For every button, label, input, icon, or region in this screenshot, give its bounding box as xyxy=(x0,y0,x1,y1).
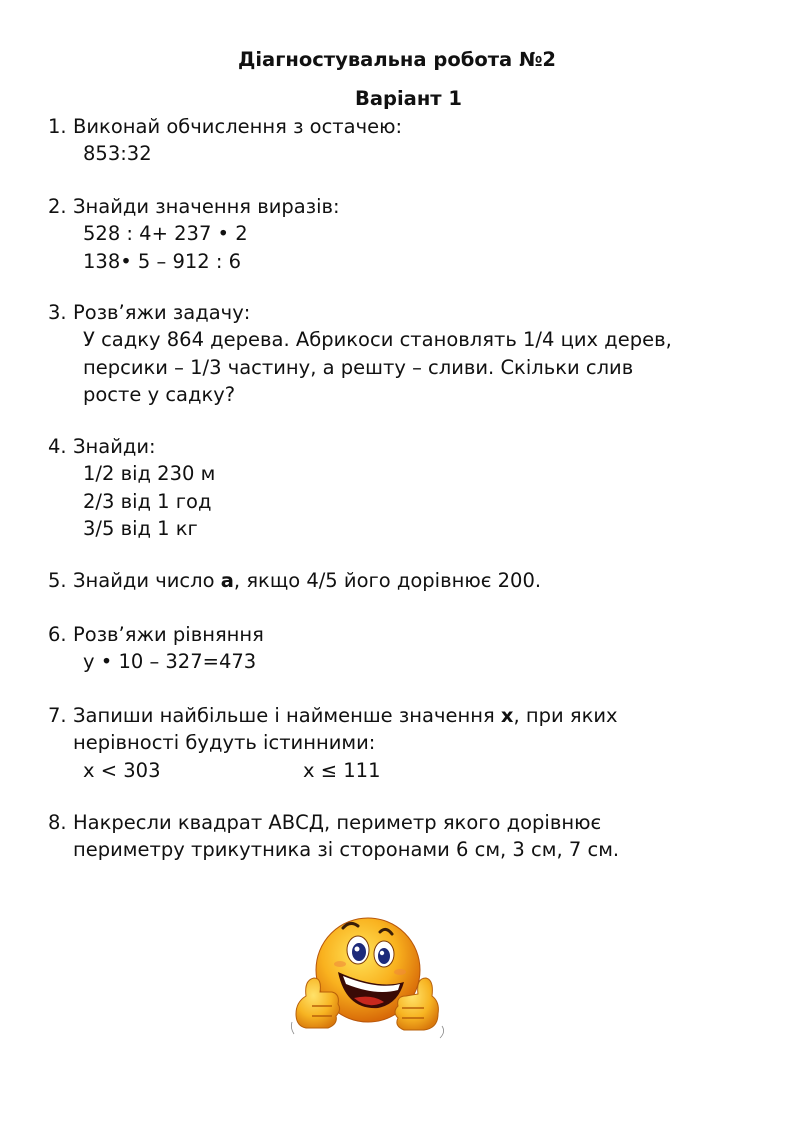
task-item: росте у садку? xyxy=(83,383,236,406)
task-item: 853:32 xyxy=(83,142,152,165)
inequalities xyxy=(83,757,381,785)
task-item: 3/5 від 1 кг xyxy=(83,517,198,540)
task-number: 2. xyxy=(48,195,67,218)
task-item: 138• 5 – 912 : 6 xyxy=(83,249,242,273)
task-prompt: Розв’яжи рівняння xyxy=(73,623,264,646)
variable-x: х xyxy=(500,704,514,727)
task-number: 1. xyxy=(48,115,67,138)
task-number: 8. xyxy=(48,811,67,834)
task-prompt: Виконай обчислення з остачею: xyxy=(73,115,403,138)
task-number: 6. xyxy=(48,623,67,646)
thumbs-up-smiley-icon xyxy=(288,910,448,1045)
task-item: У садку 864 дерева. Абрикоси становлять 1/4 цих дерев, xyxy=(83,328,672,351)
task-items xyxy=(83,326,672,409)
task-item: 1/2 від 230 м xyxy=(83,462,216,485)
task-items xyxy=(83,648,256,676)
task-prompt-line2: периметру трикутника зі сторонами 6 см, 3 см, 7 см. xyxy=(73,838,620,861)
task-items xyxy=(83,220,248,275)
task-items xyxy=(83,460,215,543)
task-item: персики – 1/3 частину, а решту – сливи. Скільки слив xyxy=(83,355,634,379)
task-items xyxy=(83,140,152,168)
prompt-text: Знайди число xyxy=(73,569,221,592)
task-number: 7. xyxy=(48,704,67,727)
prompt-text: Запиши найбільше і найменше значення xyxy=(73,704,501,727)
task-prompt: Накресли квадрат АВСД, периметр якого дорівнює xyxy=(73,811,602,834)
task-prompt xyxy=(73,702,618,730)
task-prompt: Знайди значення виразів: xyxy=(73,195,340,218)
task-number: 4. xyxy=(48,435,67,458)
inequality: х ≤ 111 xyxy=(303,759,381,782)
prompt-text: , якщо 4/5 його дорівнює 200. xyxy=(233,569,542,592)
inequality: х < 303 xyxy=(83,759,161,782)
task-item: у • 10 – 327=473 xyxy=(83,650,257,673)
document-title-text: Діагностувальна робота №2 xyxy=(237,48,557,71)
task-prompt: Розв’яжи задачу: xyxy=(73,301,251,324)
task-number: 3. xyxy=(48,301,67,324)
task-prompt: Знайди: xyxy=(73,435,156,458)
task-item: 2/3 від 1 год xyxy=(83,489,212,513)
task-prompt-line2: нерівності будуть істинними: xyxy=(73,731,376,754)
task-item: 528 : 4+ 237 • 2 xyxy=(83,222,248,245)
task-number: 5. xyxy=(48,569,67,592)
variant-label: Варіант 1 xyxy=(355,87,462,110)
task-prompt xyxy=(73,567,541,595)
prompt-text: , при яких xyxy=(513,704,618,727)
variable-a: а xyxy=(220,569,234,592)
document-title xyxy=(0,48,794,71)
